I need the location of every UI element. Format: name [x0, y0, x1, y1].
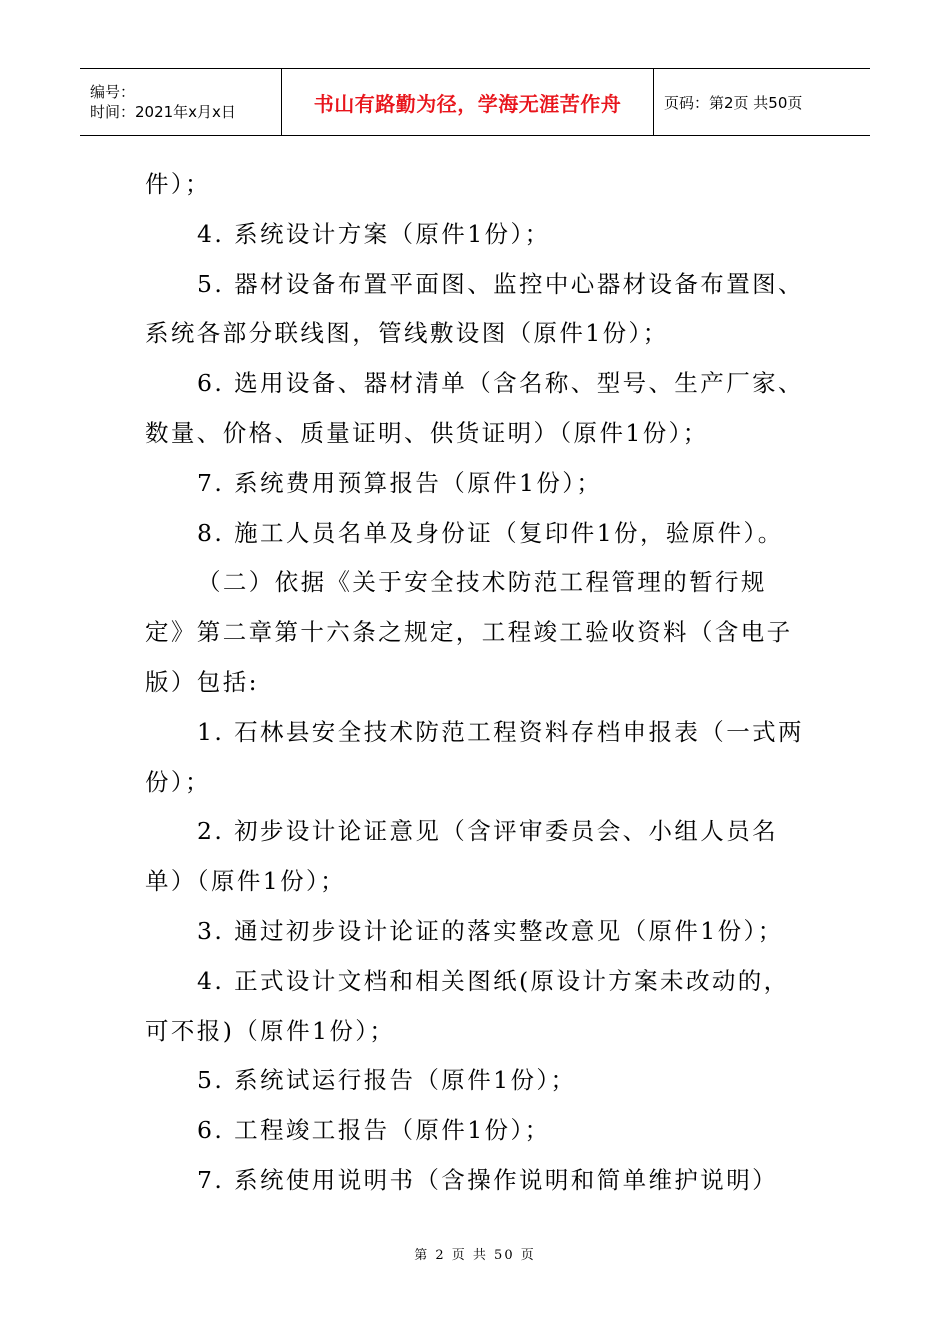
body-line: 份）；: [145, 767, 211, 796]
document-number-label: 编号：: [90, 83, 136, 101]
body-line: 6. 选用设备、器材清单（含名称、型号、生产厂家、: [197, 369, 804, 398]
body-line: 可不报)（原件1份）；: [145, 1016, 396, 1045]
header-page-info: 页码：第2页 共50页: [664, 93, 803, 112]
document-date: 时间：2021年x月x日: [90, 103, 236, 121]
body-line: 件）；: [145, 170, 211, 198]
body-line: 系统各部分联线图，管线敷设图（原件1份）；: [145, 319, 669, 348]
body-line: 版）包括:: [145, 667, 259, 696]
page-header: [80, 68, 870, 136]
header-meta: [80, 69, 282, 135]
body-line: 7. 系统费用预算报告（原件1份）；: [197, 468, 603, 497]
page-footer: 第 2 页 共 50 页: [414, 1248, 536, 1263]
body-line: 3. 通过初步设计论证的落实整改意见（原件1份）；: [197, 916, 784, 945]
body-line: 8. 施工人员名单及身份证（复印件1份，验原件）。: [197, 518, 784, 547]
body-line: 4. 正式设计文档和相关图纸(原设计方案未改动的，: [197, 966, 790, 995]
body-line: 数量、价格、质量证明、供货证明）（原件1份）；: [145, 418, 709, 447]
body-line: 5. 系统试运行报告（原件1份）；: [197, 1066, 577, 1095]
body-line: 2. 初步设计论证意见（含评审委员会、小组人员名: [197, 817, 778, 846]
body-line: 4. 系统设计方案（原件1份）；: [197, 219, 551, 248]
document-body: [145, 160, 810, 1206]
body-line: 5. 器材设备布置平面图、监控中心器材设备布置图、: [197, 269, 804, 298]
body-line: 定》第二章第十六条之规定，工程竣工验收资料（含电子: [145, 618, 793, 647]
header-motto-cell: [282, 69, 654, 135]
body-line: 单）（原件1份）；: [145, 867, 347, 896]
body-line: 7. 系统使用说明书（含操作说明和简单维护说明）: [197, 1165, 778, 1194]
header-motto: 书山有路勤为径，学海无涯苦作舟: [313, 91, 622, 116]
body-line: （二）依据《关于安全技术防范工程管理的暂行规: [197, 568, 767, 597]
body-line: 1. 石林县安全技术防范工程资料存档申报表（一式两: [197, 717, 804, 746]
body-line: 6. 工程竣工报告（原件1份）；: [197, 1116, 551, 1145]
